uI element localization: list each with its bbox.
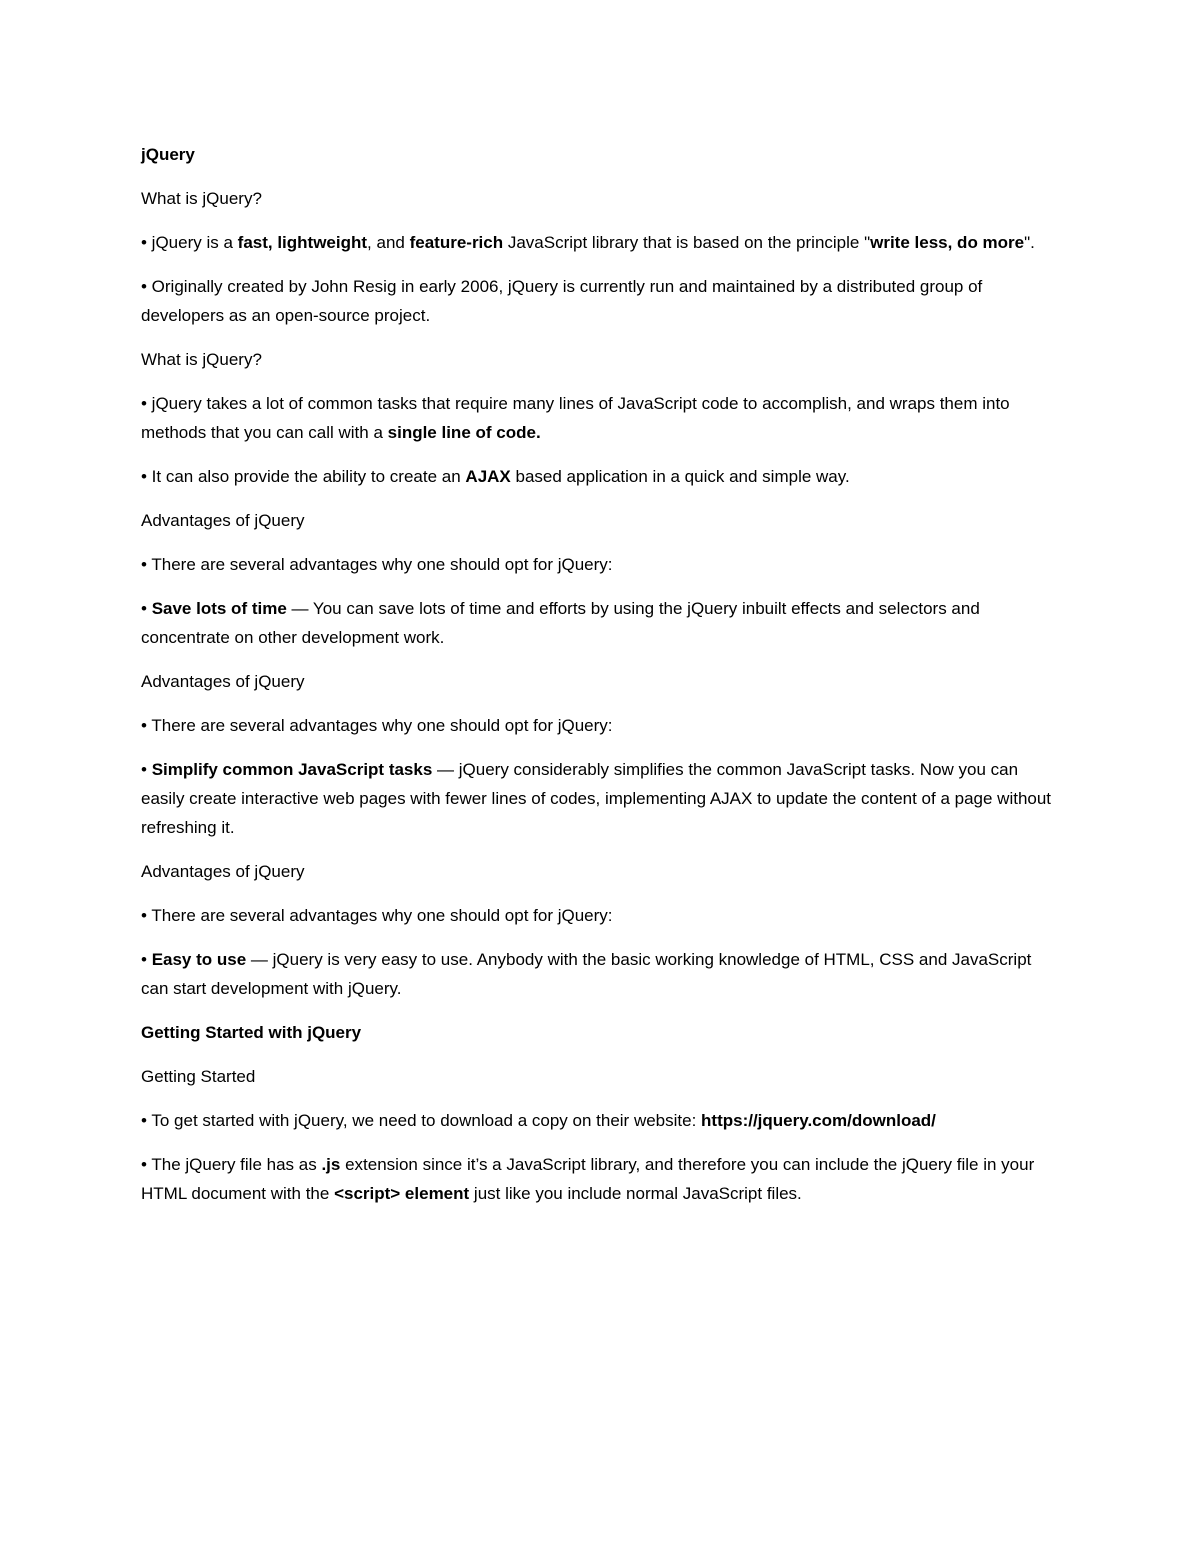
section-heading: What is jQuery? [141,189,262,208]
section-heading: Advantages of jQuery [141,511,305,530]
bullet-paragraph [141,228,1056,257]
bullet-paragraph: • There are several advantages why one should opt for jQuery: [141,555,613,574]
bullet-paragraph [141,389,1056,447]
bullet-paragraph [141,462,1056,491]
text: • jQuery takes a lot of common tasks that require many lines of JavaScript code to accomplish, and wraps them into methods that you can call with a [141,394,1010,442]
text: — jQuery is very easy to use. Anybody with the basic working knowledge of HTML, CSS and JavaScript can start development with jQuery. [141,950,1032,998]
text: • To get started with jQuery, we need to download a copy on their website: [141,1111,702,1130]
download-link-text: https://jquery.com/download/ [701,1111,936,1130]
bullet-paragraph: • There are several advantages why one should opt for jQuery: [141,716,613,735]
text: • [141,950,152,969]
text: extension since it’s a JavaScript library, and therefore you can include the jQuery file in your HTML document with the [141,1155,1035,1203]
bold-text: <script> element [334,1184,470,1203]
bullet-paragraph: • There are several advantages why one should opt for jQuery: [141,906,613,925]
text: • [141,760,152,779]
section-title: Getting Started with jQuery [141,1023,362,1042]
bullet-paragraph [141,945,1056,1003]
bold-text: single line of code. [387,423,541,442]
text: JavaScript library that is based on the principle " [503,233,871,252]
text: • The jQuery file has as [141,1155,322,1174]
text: , and [367,233,410,252]
text: just like you include normal JavaScript files. [469,1184,802,1203]
section-heading: What is jQuery? [141,350,262,369]
text: — jQuery considerably simplifies the common JavaScript tasks. Now you can easily create interactive web pages with fewer lines of codes, implementing AJAX to update the content of a page without refreshing it. [141,760,1052,837]
bold-text: .js [321,1155,341,1174]
bullet-paragraph: • Originally created by John Resig in early 2006, jQuery is currently run and maintained by a distributed group of developers as an open-source project. [141,277,983,325]
bold-text: feature-rich [409,233,504,252]
text: • It can also provide the ability to create an [141,467,466,486]
bold-text: Easy to use [151,950,247,969]
bullet-paragraph [141,594,1056,652]
document-page [141,140,1056,1223]
text: • [141,599,152,618]
bold-text: AJAX [465,467,511,486]
section-heading: Advantages of jQuery [141,862,305,881]
section-heading: Getting Started [141,1067,256,1086]
document-title: jQuery [141,145,195,164]
bullet-paragraph [141,1106,1056,1135]
text: — You can save lots of time and efforts by using the jQuery inbuilt effects and selectors and concentrate on other development work. [141,599,980,647]
text: based application in a quick and simple way. [510,467,850,486]
bold-text: Simplify common JavaScript tasks [151,760,433,779]
bold-text: fast, lightweight [237,233,368,252]
bold-text: write less, do more [870,233,1025,252]
section-heading: Advantages of jQuery [141,672,305,691]
bullet-paragraph [141,755,1056,842]
text: • jQuery is a [141,233,238,252]
bold-text: Save lots of time [151,599,287,618]
bullet-paragraph [141,1150,1056,1208]
text: ". [1024,233,1035,252]
